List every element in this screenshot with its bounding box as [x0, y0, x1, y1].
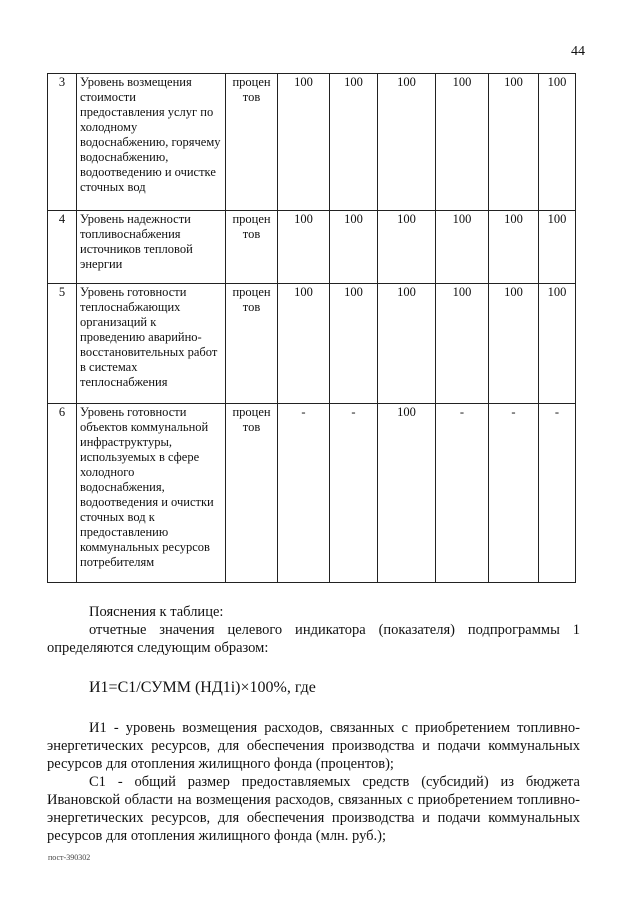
- value-cell: -: [278, 404, 330, 583]
- notes-heading: Пояснения к таблице:: [89, 604, 224, 620]
- table-row: [48, 284, 576, 404]
- row-number: 6: [48, 404, 77, 583]
- value-cell: 100: [378, 211, 436, 284]
- page-number: 44: [571, 44, 585, 59]
- indicator-name: Уровень готовности объектов коммунальной инфраструктуры, используемых в сфере холодного водоснабжения, водоотведения и очистки сточных вод к предоставлению коммунальных ресурсов потребителям: [77, 404, 226, 583]
- value-cell: 100: [278, 284, 330, 404]
- unit: процен тов: [226, 284, 278, 404]
- value-cell: 100: [539, 211, 576, 284]
- value-cell: 100: [378, 74, 436, 211]
- value-cell: -: [436, 404, 489, 583]
- value-cell: -: [489, 404, 539, 583]
- indicator-name: Уровень надежности топливоснабжения источников тепловой энергии: [77, 211, 226, 284]
- unit: процен тов: [226, 74, 278, 211]
- value-cell: 100: [489, 211, 539, 284]
- value-cell: 100: [330, 74, 378, 211]
- formula: И1=С1/СУММ (НД1i)×100%, где: [89, 679, 316, 696]
- unit: процен тов: [226, 211, 278, 284]
- value-cell: 100: [330, 211, 378, 284]
- value-cell: 100: [278, 74, 330, 211]
- value-cell: 100: [436, 284, 489, 404]
- value-cell: -: [539, 404, 576, 583]
- indicator-name: Уровень возмещения стоимости предоставления услуг по холодному водоснабжению, горячему водоснабжению, водоотведению и очистке сточных вод: [77, 74, 226, 211]
- value-cell: 100: [330, 284, 378, 404]
- value-cell: 100: [539, 74, 576, 211]
- value-cell: 100: [378, 284, 436, 404]
- indicator-name: Уровень готовности теплоснабжающих организаций к проведению аварийно-восстановительных работ в системах теплоснабжения: [77, 284, 226, 404]
- value-cell: 100: [489, 284, 539, 404]
- definition-c1: С1 - общий размер предоставляемых средств (субсидий) из бюджета Ивановской области на возмещения расходов, связанных с приобретением топливно-энергетических ресурсов, для обеспечения производства и подачи коммунальных ресурсов для отопления жилищного фонда (млн. руб.);: [47, 774, 580, 844]
- table-notes: [47, 603, 580, 845]
- table-row: [48, 404, 576, 583]
- unit: процен тов: [226, 404, 278, 583]
- row-number: 5: [48, 284, 77, 404]
- value-cell: 100: [489, 74, 539, 211]
- table-row: [48, 211, 576, 284]
- value-cell: 100: [436, 74, 489, 211]
- indicators-table: [47, 73, 576, 583]
- notes-intro: отчетные значения целевого индикатора (показателя) подпрограммы 1 определяются следующим образом:: [47, 622, 580, 656]
- row-number: 3: [48, 74, 77, 211]
- table-row: [48, 74, 576, 211]
- row-number: 4: [48, 211, 77, 284]
- definition-i1: И1 - уровень возмещения расходов, связанных с приобретением топливно-энергетических ресурсов, для обеспечения производства и подачи коммунальных ресурсов для отопления жилищного фонда (процентов);: [47, 720, 580, 772]
- value-cell: 100: [539, 284, 576, 404]
- value-cell: 100: [278, 211, 330, 284]
- value-cell: 100: [436, 211, 489, 284]
- value-cell: 100: [378, 404, 436, 583]
- value-cell: -: [330, 404, 378, 583]
- document-code: пост-390302: [48, 853, 91, 862]
